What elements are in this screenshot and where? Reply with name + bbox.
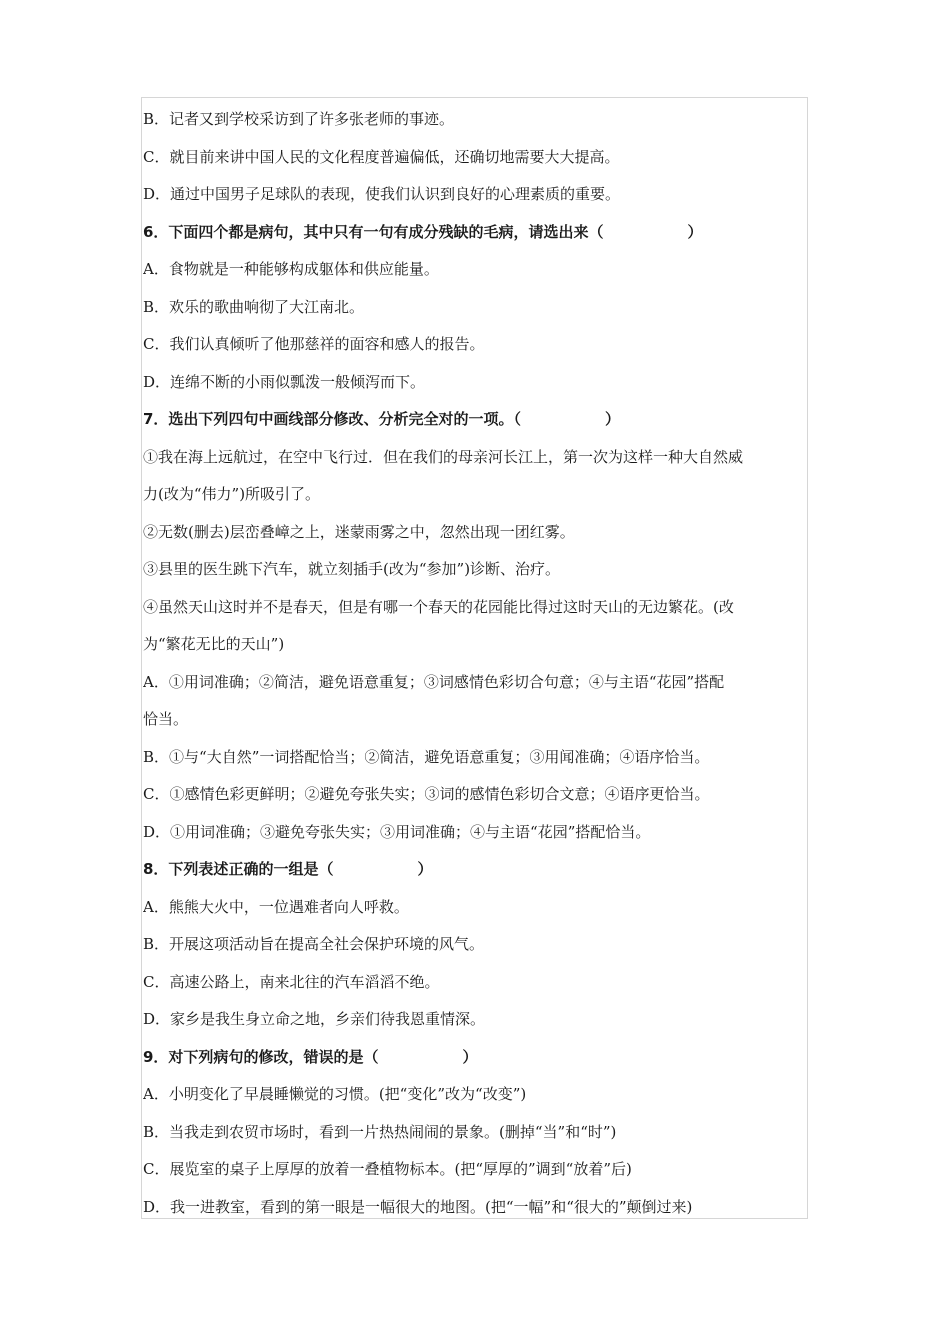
- q7-option-a: A．①用词准确；②简洁，避免语意重复；③词感情色彩切合句意；④与主语“花园”搭配: [143, 672, 725, 691]
- q9-option-a: A．小明变化了早晨睡懒觉的习惯。(把“变化”改为“改变”): [143, 1085, 527, 1103]
- q9-option-d: D．我一进教室，看到的第一眼是一幅很大的地图。(把“一幅”和“很大的”颠倒过来): [143, 1197, 693, 1216]
- q7-option-a-cont: 恰当。: [143, 710, 189, 728]
- q9-option-b: B．当我走到农贸市场时，看到一片热热闹闹的景象。(删掉“当”和“时”): [143, 1122, 617, 1141]
- q7-option-c: C．①感情色彩更鲜明；②避免夸张失实；③词的感情色彩切合文意；④语序更恰当。: [143, 785, 710, 803]
- question-6-stem: 6．下面四个都是病句，其中只有一句有成分残缺的毛病，请选出来（ ）: [143, 222, 703, 241]
- q8-option-c: C．高速公路上，南来北往的汽车滔滔不绝。: [143, 972, 440, 991]
- q7-option-d: D．①用词准确；③避免夸张失实；③用词准确；④与主语“花园”搭配恰当。: [143, 822, 651, 841]
- q7-item-3: ③县里的医生跳下汽车，就立刻插手(改为“参加”)诊断、治疗。: [143, 560, 561, 578]
- q5-option-c: C．就目前来讲中国人民的文化程度普遍偏低，还确切地需要大大提高。: [143, 147, 620, 166]
- document-body: [143, 101, 808, 1226]
- q7-item-1-cont: 力(改为“伟力”)所吸引了。: [143, 485, 321, 503]
- q6-option-a: A．食物就是一种能够构成躯体和供应能量。: [143, 260, 439, 278]
- q7-item-2: ②无数(删去)层峦叠嶂之上，迷蒙雨雾之中，忽然出现一团红雾。: [143, 522, 575, 541]
- question-8-stem: 8．下列表述正确的一组是（ ）: [143, 860, 433, 878]
- question-9-stem: 9．对下列病句的修改，错误的是（ ）: [143, 1047, 478, 1066]
- q6-option-d: D．连绵不断的小雨似瓢泼一般倾泻而下。: [143, 372, 426, 391]
- q7-item-1: ①我在海上远航过，在空中飞行过．但在我们的母亲河长江上，第一次为这样一种大自然威: [143, 447, 744, 466]
- question-7-stem: 7．选出下列四句中画线部分修改、分析完全对的一项。（ ）: [143, 410, 620, 428]
- q9-option-c: C．展览室的桌子上厚厚的放着一叠植物标本。(把“厚厚的”调到“放着”后): [143, 1160, 632, 1178]
- q7-item-4-cont: 为“繁花无比的天山”): [143, 635, 285, 653]
- q5-option-d: D．通过中国男子足球队的表现，使我们认识到良好的心理素质的重要。: [143, 185, 621, 203]
- q8-option-a: A．熊熊大火中，一位遇难者向人呼救。: [143, 897, 409, 916]
- q8-option-d: D．家乡是我生身立命之地，乡亲们待我恩重情深。: [143, 1010, 486, 1028]
- q5-option-b: B．记者又到学校采访到了许多张老师的事迹。: [143, 110, 455, 128]
- q7-item-4: ④虽然天山这时并不是春天，但是有哪一个春天的花园能比得过这时天山的无边繁花。(改: [143, 597, 734, 616]
- q6-option-b: B．欢乐的歌曲响彻了大江南北。: [143, 297, 365, 316]
- q6-option-c: C．我们认真倾听了他那慈祥的面容和感人的报告。: [143, 335, 485, 353]
- q7-option-b: B．①与“大自然”一词搭配恰当；②简洁，避免语意重复；③用闻准确；④语序恰当。: [143, 747, 710, 766]
- q8-option-b: B．开展这项活动旨在提高全社会保护环境的风气。: [143, 935, 485, 953]
